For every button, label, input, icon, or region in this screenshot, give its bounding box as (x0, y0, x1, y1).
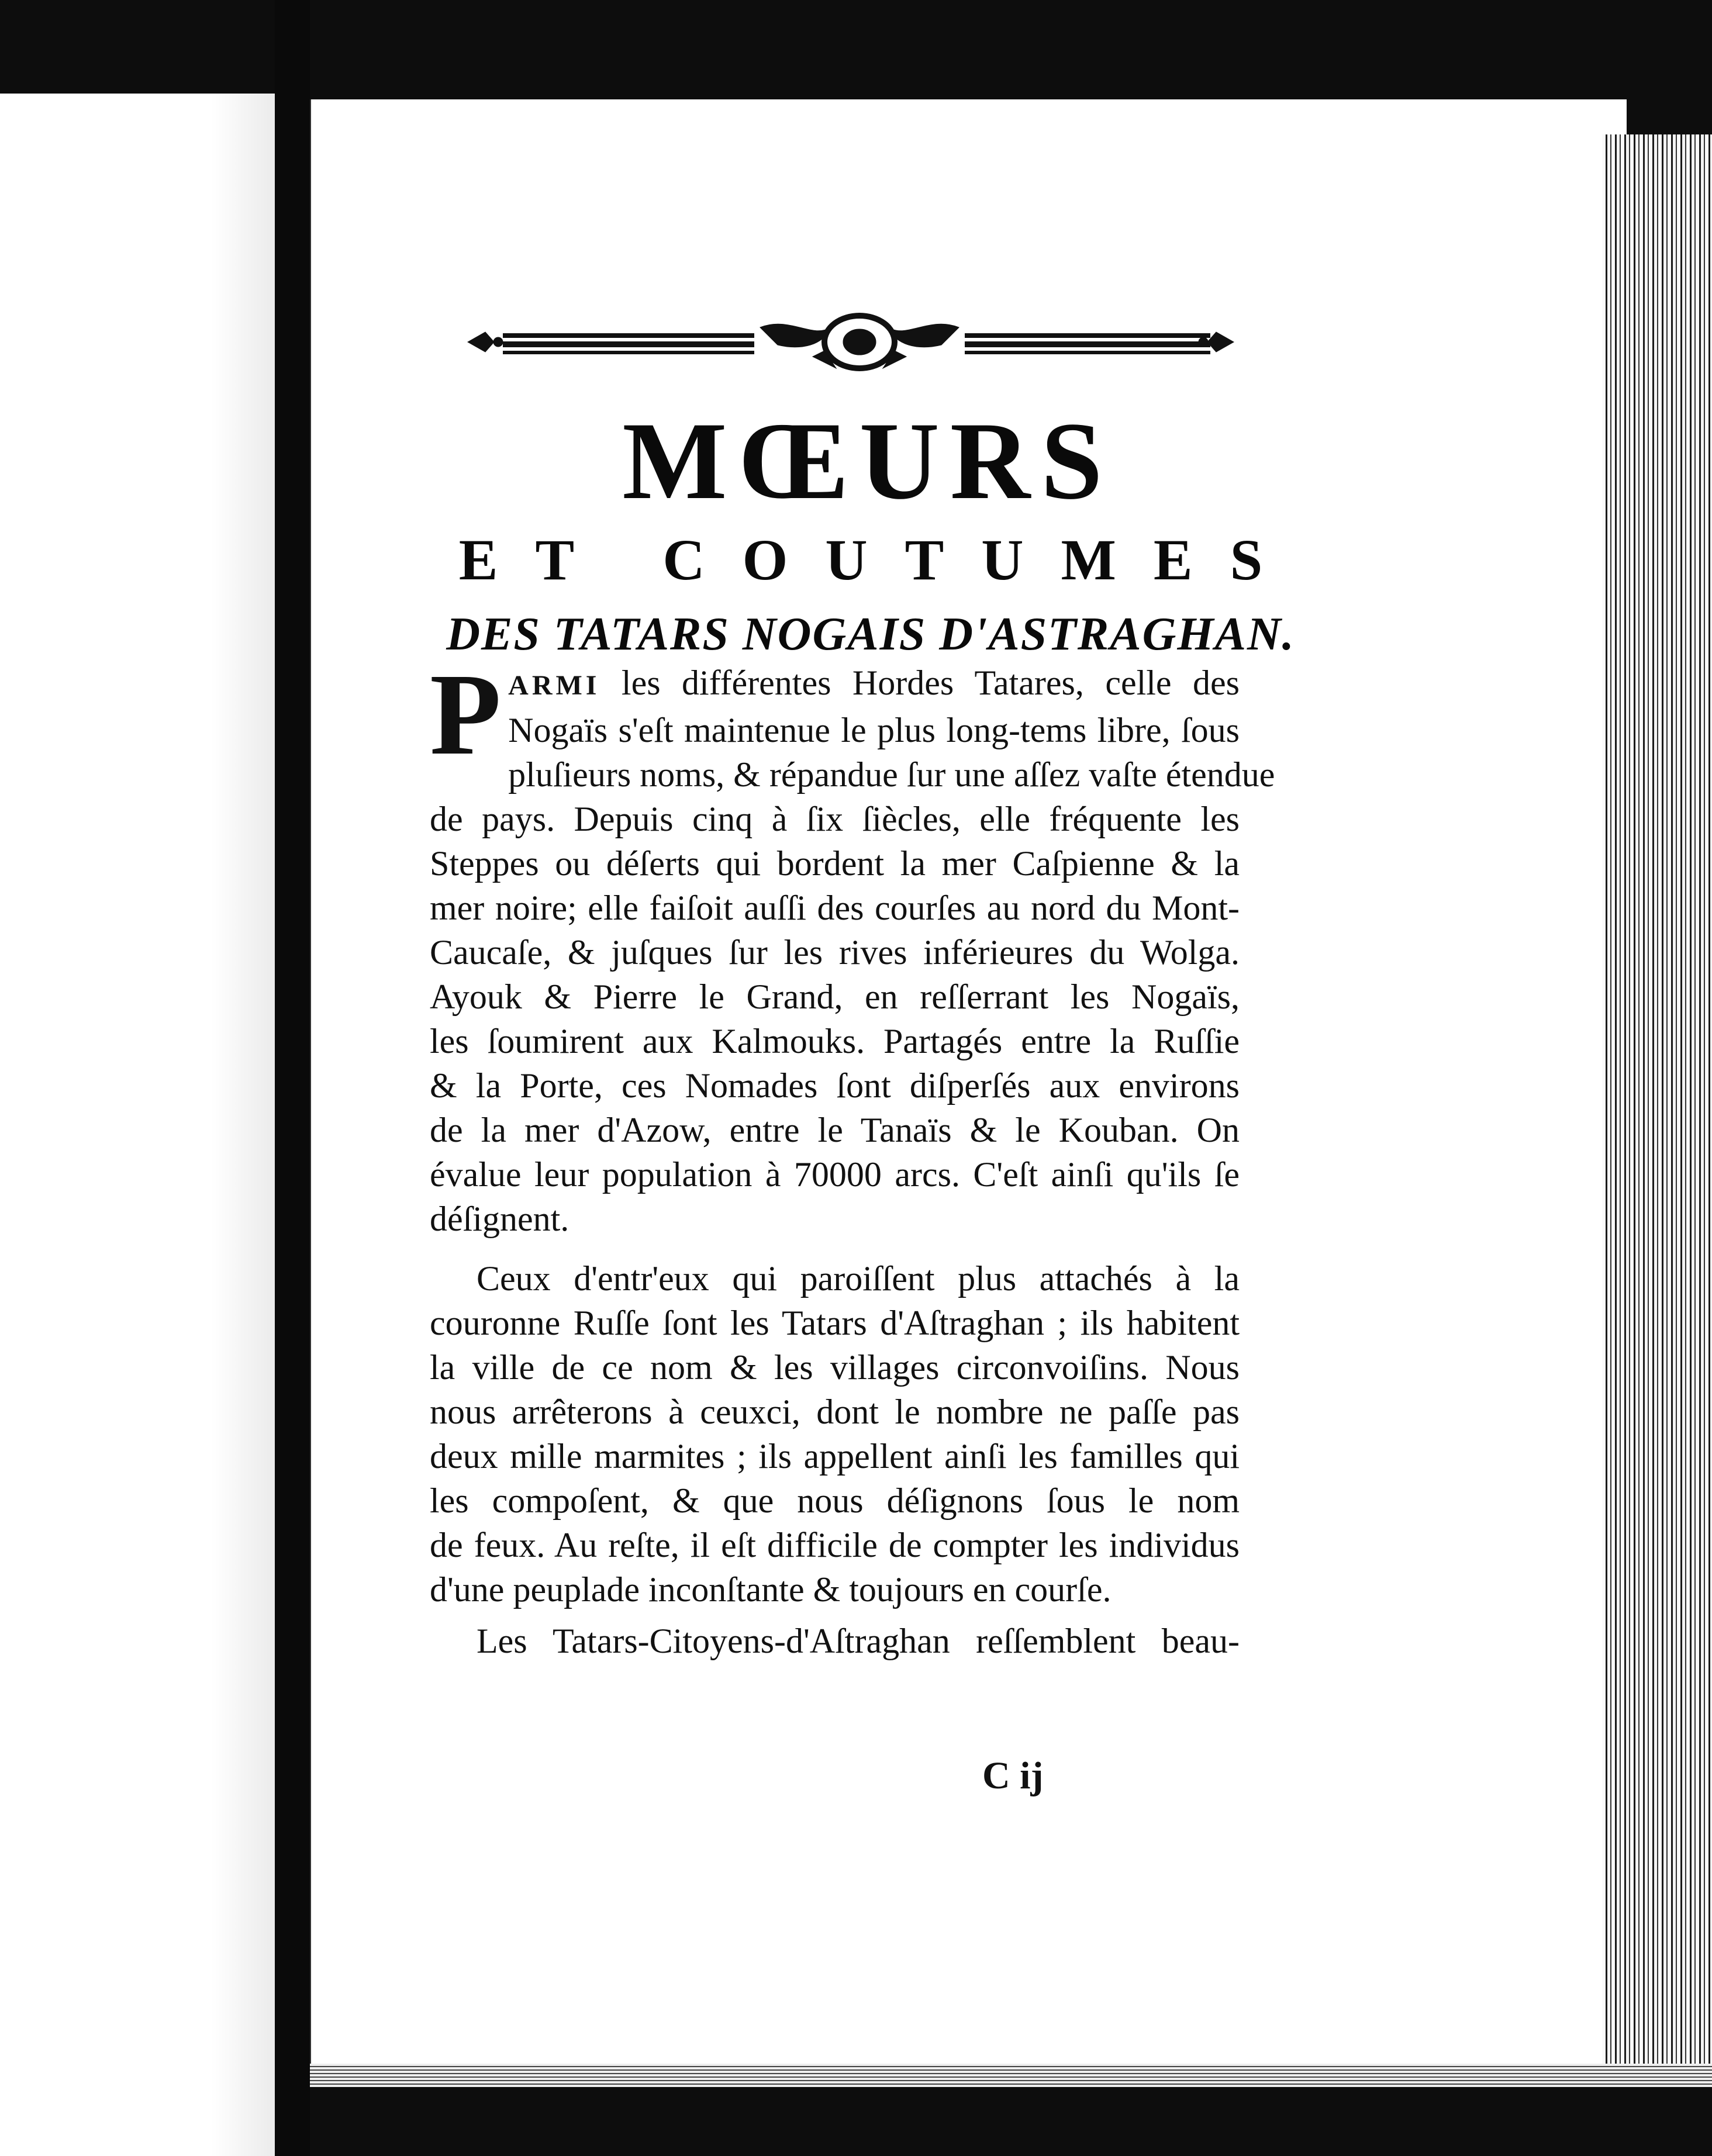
text-line: Caucaſe, & juſques ſur les rives inférieures du Wolga. (430, 933, 1240, 972)
text-line: les ſoumirent aux Kalmouks. Partagés entre la Ruſſie (430, 1022, 1240, 1060)
text-line: d'une peuplade inconſtante & toujours en courſe. (430, 1570, 1112, 1609)
text-line: Les Tatars-Citoyens-d'Aſtraghan reſſemblent beau- (477, 1622, 1240, 1660)
header-ornament (462, 310, 1240, 374)
text-line: évalue leur population à 70000 arcs. C'eſt ainſi qu'ils ſe (430, 1155, 1240, 1194)
title-main: MŒURS (622, 400, 1113, 523)
paragraph-2 (430, 1256, 1240, 1612)
text-line: de la mer d'Azow, entre le Tanaïs & le Kouban. On (430, 1111, 1240, 1149)
small-caps: ARMI (508, 670, 600, 701)
text-line: deux mille marmites ; ils appellent ainſi les familles qui (430, 1437, 1240, 1476)
paragraph-1 (430, 650, 1275, 1241)
text-line: & la Porte, ces Nomades ſont diſperſés aux environs (430, 1066, 1240, 1105)
text-line: de pays. Depuis cinq à ſix ſiècles, elle fréquente les (430, 800, 1240, 838)
title-tagline: DES TATARS NOGAIS D'ASTRAGHAN. (446, 609, 1295, 660)
text-line: pluſieurs noms, & répandue ſur une aſſez vaſte étendue (508, 755, 1275, 794)
text-line: Steppes ou déſerts qui bordent la mer Caſpienne & la (430, 844, 1240, 883)
text-line: Ceux d'entr'eux qui paroiſſent plus attachés à la (477, 1259, 1240, 1298)
text-line: nous arrêterons à ceuxci, dont le nombre ne paſſe pas (430, 1393, 1240, 1431)
text-line: couronne Ruſſe ſont les Tatars d'Aſtraghan ; ils habitent (430, 1304, 1240, 1342)
title-subtitle: ET COUTUMES (458, 527, 1300, 592)
text-line (430, 661, 1240, 708)
text-line: Ayouk & Pierre le Grand, en reſſerrant les Nogaïs, (430, 977, 1240, 1016)
text-line: la ville de ce nom & les villages circonvoiſins. Nous (430, 1348, 1240, 1387)
text-line: Nogaïs s'eſt maintenue le plus long-tems libre, ſous (508, 711, 1240, 749)
text-line: mer noire; elle faiſoit auſſi des courſes au nord du Mont- (430, 889, 1240, 927)
line-fragment: les différentes Hordes Tatares, celle des (600, 664, 1240, 702)
page-bottom-edges (310, 2064, 1712, 2087)
book-spine (275, 0, 310, 2156)
body-text (430, 650, 1275, 1663)
text-line: les compoſent, & que nous déſignons ſous le nom (430, 1481, 1240, 1520)
signature-mark: C ij (982, 1754, 1044, 1797)
paragraph-3 (430, 1619, 1240, 1663)
text-line: de feux. Au reſte, il eſt difficile de compter les individus (430, 1526, 1240, 1564)
text-line: déſignent. (430, 1200, 569, 1238)
drop-cap: P (430, 650, 502, 779)
